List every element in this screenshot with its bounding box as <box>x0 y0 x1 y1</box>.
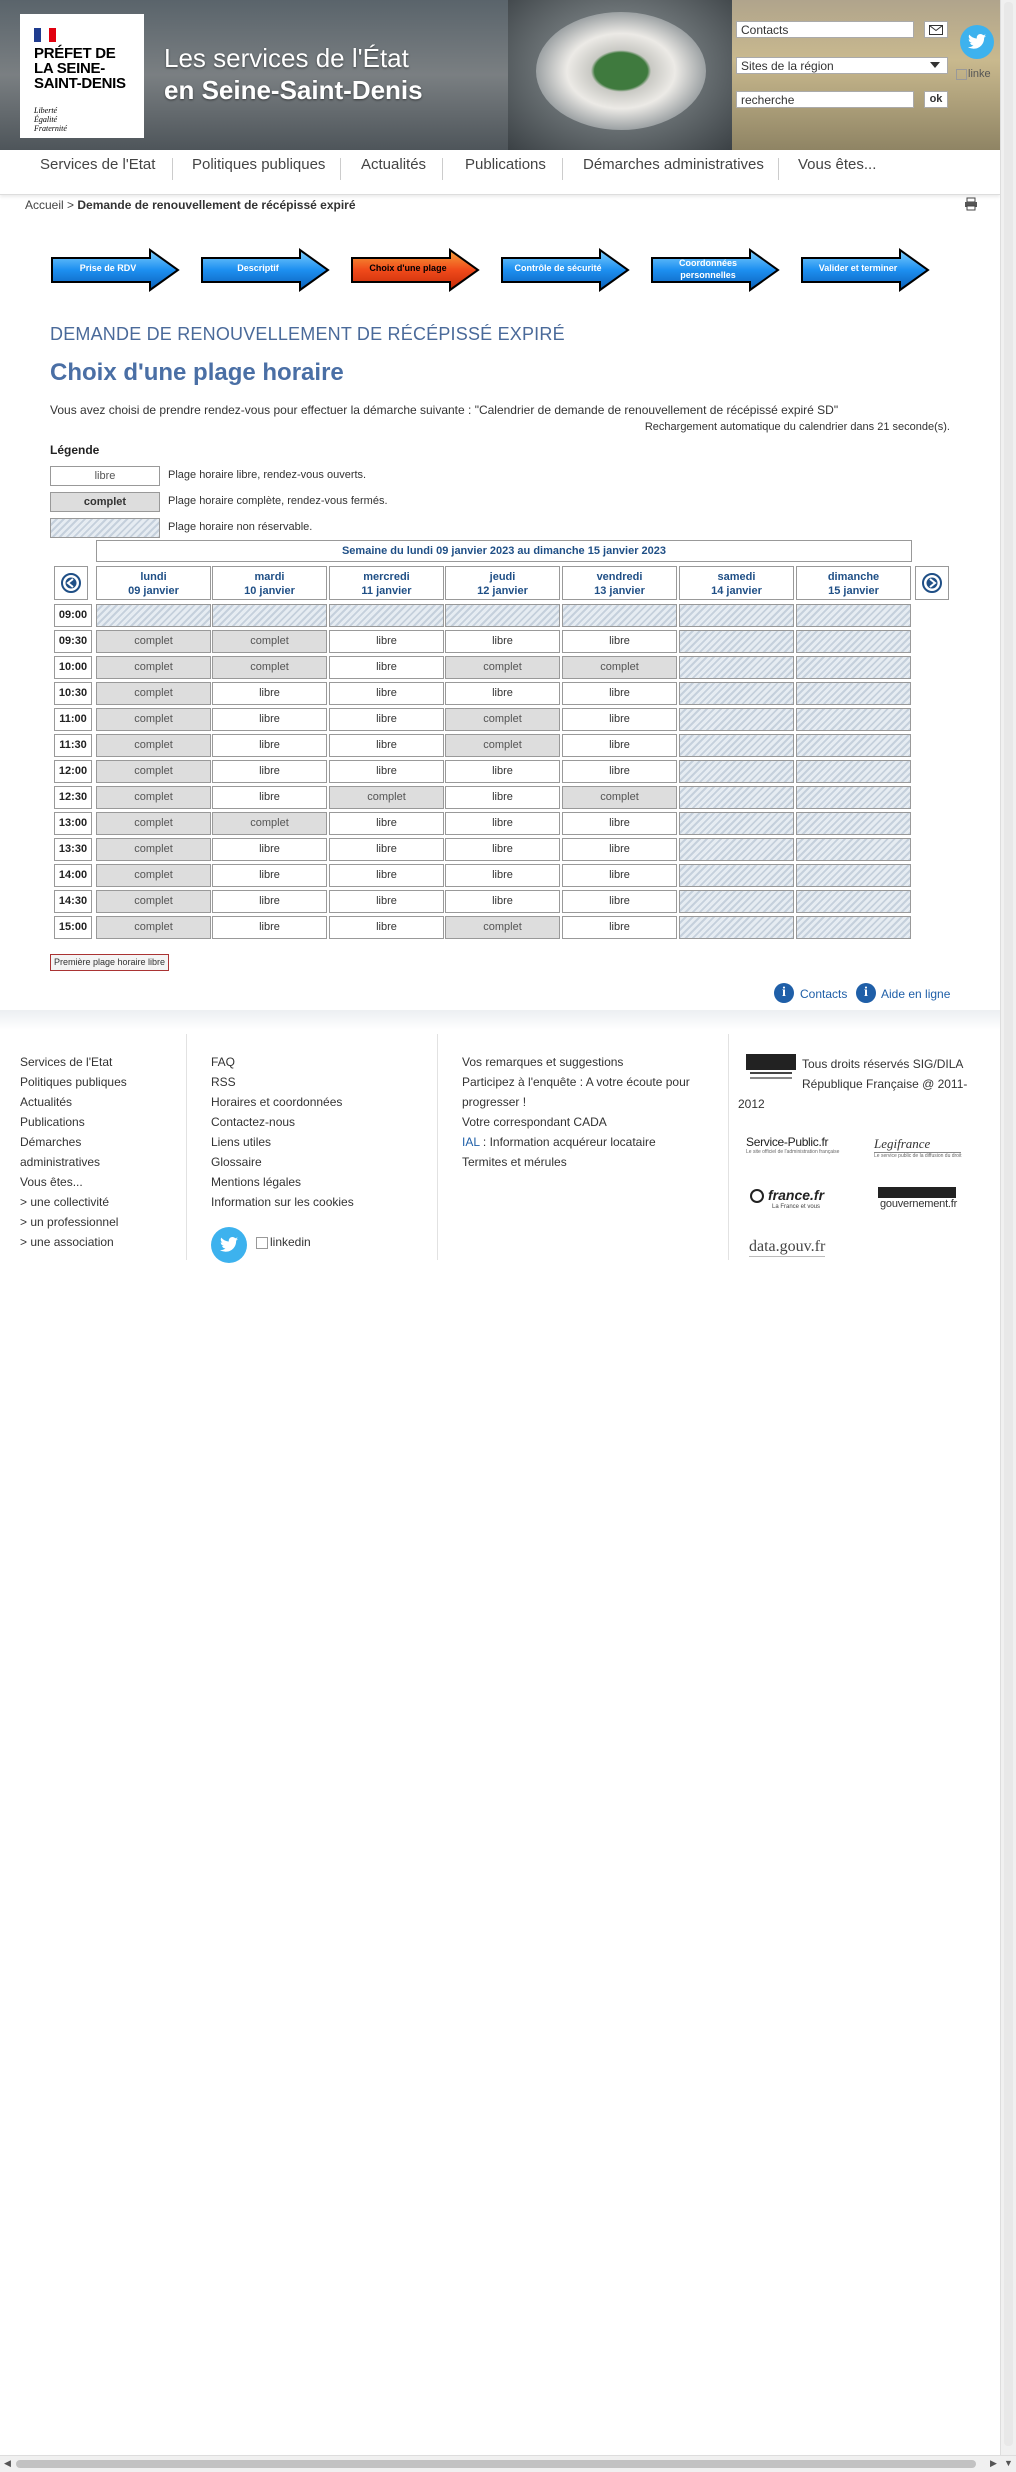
slot-non-reservable <box>796 604 911 627</box>
day-header-jeudi: jeudi 12 janvier <box>445 566 560 600</box>
slot-libre[interactable]: libre <box>445 630 560 653</box>
twitter-header-icon[interactable] <box>960 25 994 59</box>
slot-non-reservable <box>796 760 911 783</box>
nav-politiques-publiques[interactable]: Politiques publiques <box>192 156 326 173</box>
nav-demarches[interactable]: Démarches administratives <box>583 156 764 173</box>
slot-libre[interactable]: libre <box>212 838 327 861</box>
footer-col-3 <box>462 1052 690 1172</box>
vertical-scrollbar[interactable] <box>1000 0 1016 2455</box>
slot-complet: complet <box>562 656 677 679</box>
slot-non-reservable <box>96 604 211 627</box>
contacts-link[interactable]: Contacts <box>800 987 848 1001</box>
slot-complet: complet <box>96 890 211 913</box>
slot-non-reservable <box>679 708 794 731</box>
horizontal-scrollbar[interactable] <box>0 2455 1016 2472</box>
legend-non-reservable: Plage horaire non réservable. <box>50 518 650 540</box>
slot-complet: complet <box>96 708 211 731</box>
slot-non-reservable <box>796 838 911 861</box>
intro-text: Vous avez choisi de prendre rendez-vous pour effectuer la démarche suivante : "Calendrier de demande de renouvellement de récépissé expiré SD" <box>50 403 839 417</box>
slot-non-reservable <box>679 656 794 679</box>
nav-divider <box>172 158 173 180</box>
slot-complet: complet <box>96 786 211 809</box>
slot-complet: complet <box>329 786 444 809</box>
legend-swatch-libre: libre <box>50 466 160 486</box>
slot-libre[interactable]: libre <box>562 682 677 705</box>
slot-non-reservable <box>562 604 677 627</box>
footer-link[interactable]: RSS <box>211 1075 236 1089</box>
print-icon[interactable] <box>964 197 978 211</box>
footer-link[interactable]: Mentions légales <box>211 1175 302 1189</box>
slot-libre[interactable]: libre <box>329 916 444 939</box>
nav-divider <box>442 158 443 180</box>
footer-link[interactable]: FAQ <box>211 1055 236 1069</box>
slot-non-reservable <box>679 838 794 861</box>
slot-complet: complet <box>96 916 211 939</box>
slot-non-reservable <box>796 786 911 809</box>
time-label: 10:30 <box>54 682 92 705</box>
mail-button[interactable] <box>924 21 948 38</box>
slot-non-reservable <box>796 812 911 835</box>
legend-swatch-non-reservable <box>50 518 160 538</box>
process-steps <box>50 248 950 292</box>
slot-non-reservable <box>679 760 794 783</box>
first-free-slot-button[interactable]: Première plage horaire libre <box>50 954 169 971</box>
breadcrumb-current: Demande de renouvellement de récépissé expiré <box>77 198 356 212</box>
slot-non-reservable <box>212 604 327 627</box>
slot-libre[interactable]: libre <box>212 708 327 731</box>
slot-libre[interactable]: libre <box>562 812 677 835</box>
slot-libre[interactable]: libre <box>212 734 327 757</box>
slot-complet: complet <box>96 630 211 653</box>
logo-motto: Liberté Égalité Fraternité <box>34 106 67 133</box>
footer-link[interactable]: Horaires et coordonnées <box>211 1095 343 1109</box>
footer-col-2 <box>211 1052 354 1212</box>
step-controle-securite: Contrôle de sécurité <box>500 248 632 292</box>
nav-vous-etes[interactable]: Vous êtes... <box>798 156 877 173</box>
slot-libre[interactable]: libre <box>212 786 327 809</box>
mail-icon <box>929 25 943 35</box>
footer-link[interactable]: > un professionnel <box>20 1215 119 1229</box>
aide-en-ligne-link[interactable]: Aide en ligne <box>881 987 951 1001</box>
step-choix-plage-active: Choix d'une plage <box>350 248 482 292</box>
time-label: 09:00 <box>54 604 92 627</box>
horizontal-scroll-thumb[interactable] <box>16 2460 976 2468</box>
slot-libre[interactable]: libre <box>329 760 444 783</box>
slot-complet: complet <box>96 656 211 679</box>
slot-libre[interactable]: libre <box>212 890 327 913</box>
time-label: 13:30 <box>54 838 92 861</box>
slot-libre[interactable]: libre <box>212 916 327 939</box>
footer-link[interactable]: Démarches <box>20 1135 82 1149</box>
prefecture-logo[interactable] <box>20 14 144 138</box>
footer-link[interactable]: > une collectivité <box>20 1195 110 1209</box>
site-header <box>0 0 1000 150</box>
nav-services-etat[interactable]: Services de l'Etat <box>40 156 156 173</box>
nav-publications[interactable]: Publications <box>465 156 546 173</box>
slot-non-reservable <box>679 682 794 705</box>
twitter-footer-icon[interactable] <box>211 1227 247 1263</box>
legend-complet: complet Plage horaire complète, rendez-vous fermés. <box>50 492 650 514</box>
site-title <box>164 42 423 106</box>
slot-non-reservable <box>679 916 794 939</box>
footer-link[interactable]: Liens utiles <box>211 1135 272 1149</box>
slot-libre[interactable]: libre <box>445 864 560 887</box>
legend-title: Légende <box>50 443 100 457</box>
step-descriptif: Descriptif <box>200 248 332 292</box>
slot-complet: complet <box>96 864 211 887</box>
slot-non-reservable <box>679 890 794 913</box>
slot-complet: complet <box>445 656 560 679</box>
linkedin-footer-icon[interactable]: linkedin <box>256 1235 311 1249</box>
footer-link[interactable]: Vos remarques et suggestions <box>462 1055 624 1069</box>
time-label: 13:00 <box>54 812 92 835</box>
slot-libre[interactable]: libre <box>329 812 444 835</box>
slot-libre[interactable]: libre <box>212 864 327 887</box>
marianne-flag-icon <box>34 28 56 42</box>
next-week-button[interactable] <box>915 566 949 600</box>
legifrance-logo[interactable]: Legifrance Le service public de la diffusion du droit <box>874 1136 962 1159</box>
footer-link[interactable]: Votre correspondant CADA <box>462 1115 607 1129</box>
service-public-logo[interactable]: Service-Public.fr Le site officiel de l'administration française <box>746 1135 840 1155</box>
rights-line3: 2012 <box>738 1097 765 1111</box>
slot-libre[interactable]: libre <box>445 786 560 809</box>
footer-link[interactable]: Glossaire <box>211 1155 262 1169</box>
slot-libre[interactable]: libre <box>445 682 560 705</box>
time-label: 09:30 <box>54 630 92 653</box>
vertical-scroll-thumb[interactable] <box>1004 2 1013 2446</box>
slot-non-reservable <box>679 786 794 809</box>
slot-non-reservable <box>679 734 794 757</box>
previous-arrow-icon <box>55 567 87 599</box>
republique-logo <box>746 1054 796 1084</box>
footer-link[interactable]: Actualités <box>20 1095 73 1109</box>
slot-libre[interactable]: libre <box>329 656 444 679</box>
slot-libre[interactable]: libre <box>562 916 677 939</box>
day-header-mercredi: mercredi 11 janvier <box>329 566 444 600</box>
slot-libre[interactable]: libre <box>562 838 677 861</box>
footer-link[interactable]: administratives <box>20 1155 101 1169</box>
footer-link[interactable]: Publications <box>20 1115 85 1129</box>
time-label: 12:00 <box>54 760 92 783</box>
slot-complet: complet <box>445 916 560 939</box>
nav-divider <box>778 158 779 180</box>
slot-libre[interactable]: libre <box>562 734 677 757</box>
slot-libre[interactable]: libre <box>445 890 560 913</box>
slot-complet: complet <box>96 812 211 835</box>
slot-libre[interactable]: libre <box>562 864 677 887</box>
week-header: Semaine du lundi 09 janvier 2023 au dimanche 15 janvier 2023 <box>96 540 912 562</box>
step-valider: Valider et terminer <box>800 248 932 292</box>
rights-line2: République Française @ 2011- <box>802 1077 968 1091</box>
slot-non-reservable <box>796 682 911 705</box>
slot-non-reservable <box>679 812 794 835</box>
legend-libre: libre Plage horaire libre, rendez-vous ouverts. <box>50 466 650 488</box>
day-header-lundi: lundi 09 janvier <box>96 566 211 600</box>
day-header-samedi: samedi 14 janvier <box>679 566 794 600</box>
slot-libre[interactable]: libre <box>445 838 560 861</box>
time-label: 11:00 <box>54 708 92 731</box>
slot-complet: complet <box>96 734 211 757</box>
footer-link[interactable]: > une association <box>20 1235 114 1249</box>
time-label: 14:00 <box>54 864 92 887</box>
nav-divider <box>340 158 341 180</box>
contacts-field[interactable]: Contacts <box>736 21 914 38</box>
nav-divider <box>562 158 563 180</box>
slot-non-reservable <box>679 604 794 627</box>
slot-complet: complet <box>562 786 677 809</box>
page-title: Choix d'une plage horaire <box>50 359 344 386</box>
site-title-line1: Les services de l'État <box>164 43 409 73</box>
main-nav <box>0 150 1000 195</box>
slot-complet: complet <box>96 838 211 861</box>
slot-libre[interactable]: libre <box>562 760 677 783</box>
ial-link[interactable]: IAL <box>462 1135 480 1149</box>
footer-col-1 <box>20 1052 127 1252</box>
slot-libre[interactable]: libre <box>329 630 444 653</box>
day-header-vendredi: vendredi 13 janvier <box>562 566 677 600</box>
slot-libre[interactable]: libre <box>329 890 444 913</box>
slot-libre[interactable]: libre <box>562 630 677 653</box>
chevron-down-icon <box>930 62 940 68</box>
scroll-down-arrow-icon[interactable]: ▼ <box>1004 2458 1013 2468</box>
nav-actualites[interactable]: Actualités <box>361 156 427 173</box>
slot-non-reservable <box>445 604 560 627</box>
slot-non-reservable <box>796 734 911 757</box>
footer-link[interactable]: Information sur les cookies <box>211 1195 354 1209</box>
footer-divider <box>186 1034 187 1260</box>
breadcrumb-home[interactable]: Accueil <box>25 198 64 212</box>
site-title-line2: en Seine-Saint-Denis <box>164 75 423 105</box>
slot-libre[interactable]: libre <box>329 864 444 887</box>
slot-non-reservable <box>679 864 794 887</box>
slot-complet: complet <box>96 682 211 705</box>
footer-link[interactable]: Politiques publiques <box>20 1075 127 1089</box>
slot-libre[interactable]: libre <box>329 734 444 757</box>
slot-libre[interactable]: libre <box>562 708 677 731</box>
info-aide-icon[interactable]: i <box>856 983 876 1003</box>
search-input[interactable]: recherche <box>736 91 914 108</box>
page-heading: DEMANDE DE RENOUVELLEMENT DE RÉCÉPISSÉ EXPIRÉ <box>50 324 565 344</box>
slot-complet: complet <box>445 734 560 757</box>
slot-complet: complet <box>212 812 327 835</box>
slot-libre[interactable]: libre <box>445 760 560 783</box>
slot-libre[interactable]: libre <box>562 890 677 913</box>
linkedin-header-icon[interactable]: linke <box>956 68 991 80</box>
footer-divider <box>437 1034 438 1260</box>
footer-link[interactable]: Termites et mérules <box>462 1155 567 1169</box>
step-prise-rdv: Prise de RDV <box>50 248 182 292</box>
reload-countdown: Rechargement automatique du calendrier dans 21 seconde(s). <box>644 421 950 433</box>
legend-swatch-complet: complet <box>50 492 160 512</box>
scroll-left-arrow-icon[interactable]: ◀ <box>4 2458 11 2468</box>
slot-non-reservable <box>796 708 911 731</box>
slot-non-reservable <box>796 890 911 913</box>
rights-line1: Tous droits réservés SIG/DILA <box>802 1057 964 1071</box>
logo-title: PRÉFET DE LA SEINE-SAINT-DENIS <box>34 45 126 92</box>
footer-ial: IAL : Information acquéreur locataire <box>462 1135 656 1149</box>
footer-link[interactable]: Contactez-nous <box>211 1115 296 1129</box>
info-contacts-icon[interactable]: i <box>774 983 794 1003</box>
next-arrow-icon <box>916 567 948 599</box>
slot-non-reservable <box>796 864 911 887</box>
sites-region-select[interactable]: Sites de la région <box>736 57 948 74</box>
footer-link[interactable]: Vous êtes... <box>20 1175 83 1189</box>
slot-libre[interactable]: libre <box>329 708 444 731</box>
footer-divider <box>728 1034 729 1260</box>
slot-complet: complet <box>96 760 211 783</box>
footer-link[interactable]: progresser ! <box>462 1095 527 1109</box>
step-coordonnees: Coordonnées personnelles <box>650 248 782 292</box>
slot-libre[interactable]: libre <box>329 838 444 861</box>
slot-libre[interactable]: libre <box>212 760 327 783</box>
stadium-image <box>536 12 706 130</box>
scroll-right-arrow-icon[interactable]: ▶ <box>990 2458 997 2468</box>
time-label: 14:30 <box>54 890 92 913</box>
slot-non-reservable <box>329 604 444 627</box>
slot-non-reservable <box>796 916 911 939</box>
time-label: 15:00 <box>54 916 92 939</box>
day-header-dimanche: dimanche 15 janvier <box>796 566 911 600</box>
footer-link[interactable]: Services de l'Etat <box>20 1055 113 1069</box>
footer-top-shade <box>0 1010 1000 1030</box>
search-ok-button[interactable]: ok <box>924 91 948 108</box>
slot-libre[interactable]: libre <box>445 812 560 835</box>
day-header-mardi: mardi 10 janvier <box>212 566 327 600</box>
time-label: 12:30 <box>54 786 92 809</box>
breadcrumb: Accueil > Demande de renouvellement de récépissé expiré <box>25 198 356 212</box>
previous-week-button[interactable] <box>54 566 88 600</box>
time-label: 11:30 <box>54 734 92 757</box>
slot-complet: complet <box>212 630 327 653</box>
slot-complet: complet <box>212 656 327 679</box>
slot-non-reservable <box>679 630 794 653</box>
footer-link[interactable]: Participez à l'enquête : A votre écoute pour <box>462 1075 690 1089</box>
slot-non-reservable <box>796 630 911 653</box>
slot-non-reservable <box>796 656 911 679</box>
data-gouv-logo[interactable]: data.gouv.fr <box>749 1238 826 1255</box>
time-label: 10:00 <box>54 656 92 679</box>
slot-libre[interactable]: libre <box>212 682 327 705</box>
slot-libre[interactable]: libre <box>329 682 444 705</box>
slot-complet: complet <box>445 708 560 731</box>
